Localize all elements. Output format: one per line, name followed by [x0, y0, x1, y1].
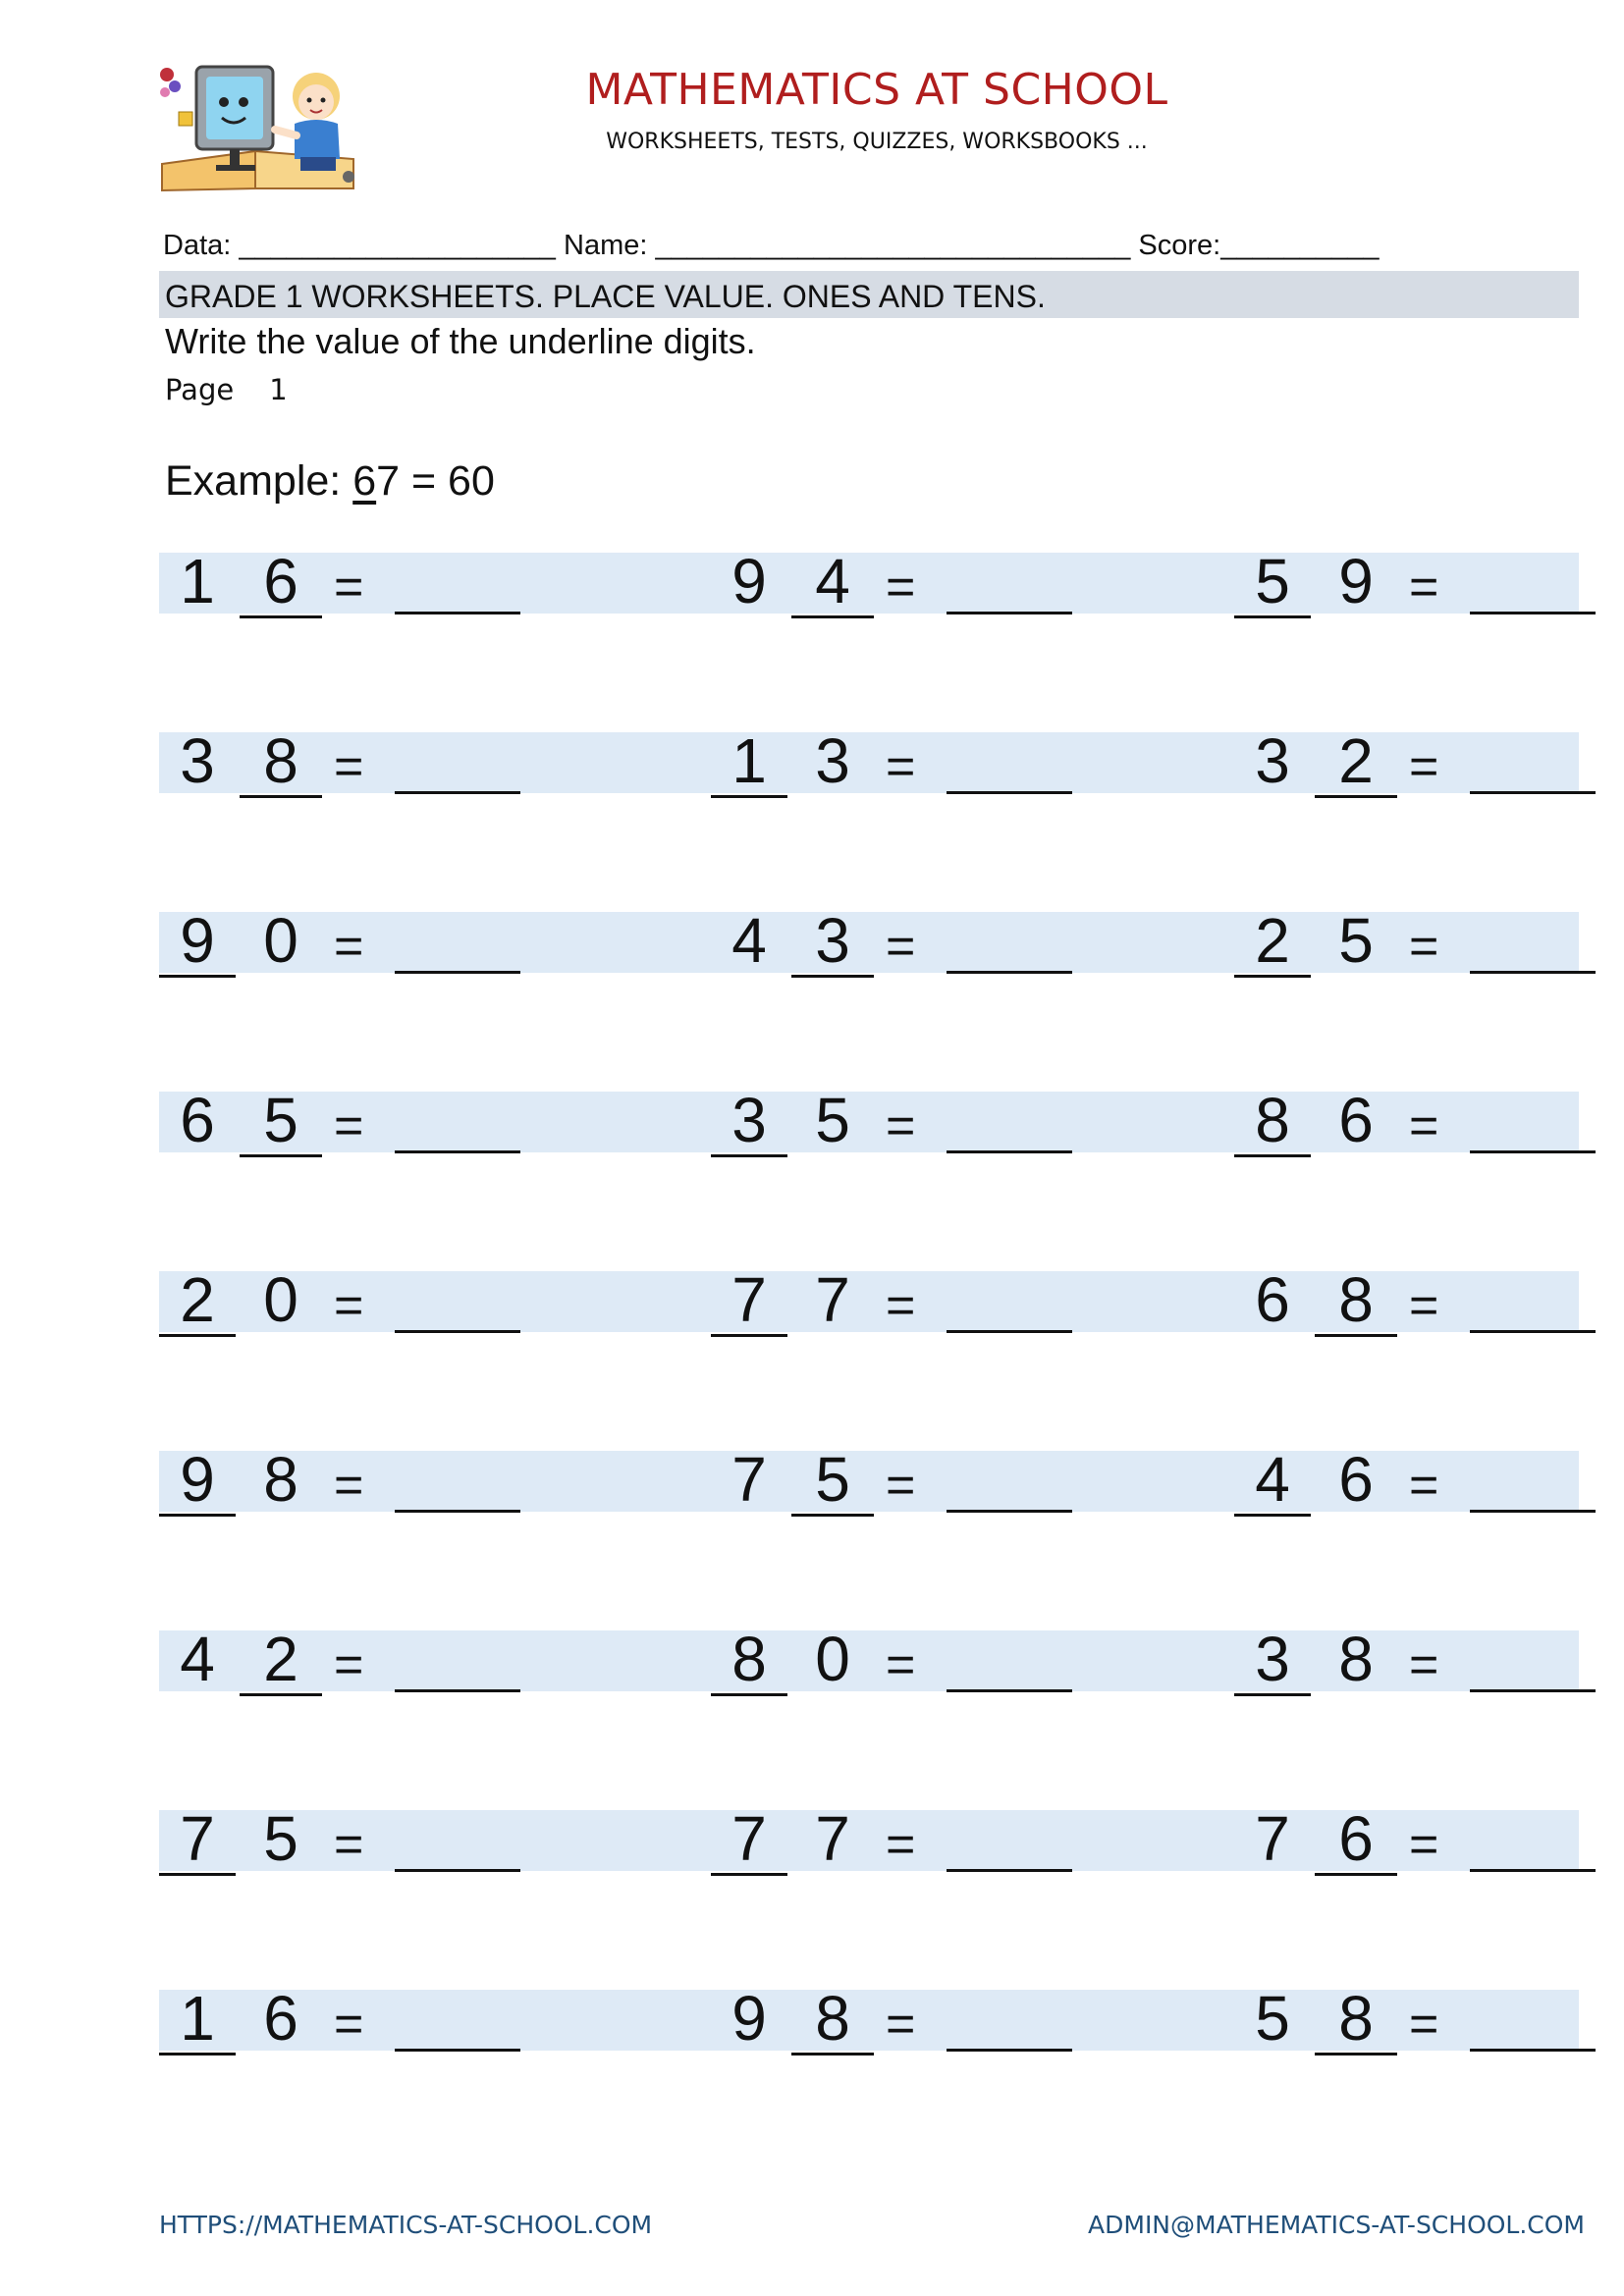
problem-row	[159, 1983, 1579, 2054]
answer-blank[interactable]	[395, 1150, 520, 1153]
footer-website: HTTPS://MATHEMATICS-AT-SCHOOL.COM	[159, 2211, 653, 2239]
ones-digit: 8	[1338, 1624, 1374, 1694]
problem-grid	[159, 546, 1579, 2169]
equals-sign: =	[886, 1636, 916, 1693]
equals-sign: =	[886, 559, 916, 615]
answer-blank[interactable]	[1470, 1150, 1596, 1153]
problem-row	[159, 725, 1579, 796]
equals-sign: =	[1409, 1996, 1439, 2053]
ones-digit: 3	[791, 906, 874, 978]
tens-digit: 3	[180, 725, 215, 796]
answer-blank[interactable]	[947, 1689, 1072, 1692]
tens-digit: 3	[711, 1086, 787, 1157]
tens-digit: 7	[711, 1804, 787, 1876]
answer-blank[interactable]	[947, 791, 1072, 794]
answer-blank[interactable]	[947, 1869, 1072, 1872]
answer-blank[interactable]	[1470, 971, 1596, 974]
answer-blank[interactable]	[395, 1869, 520, 1872]
answer-blank[interactable]	[1470, 612, 1596, 614]
equals-sign: =	[1409, 1636, 1439, 1693]
answer-blank[interactable]	[1470, 2049, 1596, 2052]
tens-digit: 5	[1234, 547, 1311, 618]
tens-digit: 8	[711, 1625, 787, 1696]
example-line	[165, 457, 495, 506]
answer-blank[interactable]	[1470, 791, 1596, 794]
problem-row	[159, 1624, 1579, 1694]
ones-digit: 9	[1338, 546, 1374, 616]
answer-blank[interactable]	[947, 1510, 1072, 1513]
answer-blank[interactable]	[395, 612, 520, 614]
answer-blank[interactable]	[395, 2049, 520, 2052]
brand-subtitle: WORKSHEETS, TESTS, QUIZZES, WORKSBOOKS ...	[606, 130, 1148, 154]
ones-digit: 0	[263, 905, 298, 976]
ones-digit: 6	[1338, 1444, 1374, 1515]
ones-digit: 0	[815, 1624, 850, 1694]
tens-digit: 9	[731, 546, 767, 616]
equals-sign: =	[886, 738, 916, 795]
grade-title-bar	[159, 271, 1579, 318]
equals-sign: =	[886, 1277, 916, 1334]
tens-digit: 7	[731, 1444, 767, 1515]
equals-sign: =	[334, 1636, 364, 1693]
ones-digit: 8	[1315, 1265, 1397, 1337]
ones-digit: 5	[1338, 905, 1374, 976]
ones-digit: 7	[815, 1803, 850, 1874]
tens-digit: 6	[1255, 1264, 1290, 1335]
tens-digit: 7	[1255, 1803, 1290, 1874]
tens-digit: 3	[1234, 1625, 1311, 1696]
problem-row	[159, 905, 1579, 976]
problem-row	[159, 546, 1579, 616]
equals-sign: =	[886, 1816, 916, 1873]
page-number: 1	[269, 373, 288, 406]
equals-sign: =	[1409, 559, 1439, 615]
problem-row	[159, 1264, 1579, 1335]
answer-blank[interactable]	[947, 1330, 1072, 1333]
tens-digit: 7	[159, 1804, 236, 1876]
tens-digit: 6	[180, 1085, 215, 1155]
tens-digit: 5	[1255, 1983, 1290, 2054]
equals-sign: =	[886, 1996, 916, 2053]
tens-digit: 9	[731, 1983, 767, 2054]
answer-blank[interactable]	[947, 612, 1072, 614]
equals-sign: =	[334, 1097, 364, 1154]
instruction-text: Write the value of the underline digits.	[165, 321, 756, 361]
answer-blank[interactable]	[947, 971, 1072, 974]
equals-sign: =	[886, 1097, 916, 1154]
answer-blank[interactable]	[947, 1150, 1072, 1153]
ones-digit: 0	[263, 1264, 298, 1335]
ones-digit: 8	[1315, 1984, 1397, 2056]
ones-digit: 8	[791, 1984, 874, 2056]
tens-digit: 1	[159, 1984, 236, 2056]
equals-sign: =	[334, 1457, 364, 1514]
example-rest: 7 = 60	[376, 457, 495, 505]
ones-digit: 8	[240, 726, 322, 798]
tens-digit: 4	[180, 1624, 215, 1694]
tens-digit: 4	[731, 905, 767, 976]
grade-title: GRADE 1 WORKSHEETS. PLACE VALUE. ONES AND TENS.	[165, 279, 1046, 314]
ones-digit: 2	[240, 1625, 322, 1696]
answer-blank[interactable]	[1470, 1869, 1596, 1872]
equals-sign: =	[1409, 1457, 1439, 1514]
answer-blank[interactable]	[395, 1689, 520, 1692]
tens-digit: 1	[711, 726, 787, 798]
tens-digit: 8	[1234, 1086, 1311, 1157]
equals-sign: =	[1409, 738, 1439, 795]
tens-digit: 7	[711, 1265, 787, 1337]
answer-blank[interactable]	[1470, 1510, 1596, 1513]
equals-sign: =	[334, 1816, 364, 1873]
answer-blank[interactable]	[395, 1510, 520, 1513]
ones-digit: 5	[240, 1086, 322, 1157]
ones-digit: 3	[815, 725, 850, 796]
answer-blank[interactable]	[395, 791, 520, 794]
answer-blank[interactable]	[1470, 1689, 1596, 1692]
footer-email: ADMIN@MATHEMATICS-AT-SCHOOL.COM	[1088, 2211, 1585, 2239]
answer-blank[interactable]	[1470, 1330, 1596, 1333]
ones-digit: 4	[791, 547, 874, 618]
equals-sign: =	[1409, 1097, 1439, 1154]
page-label: Page	[165, 373, 235, 406]
equals-sign: =	[1409, 918, 1439, 975]
example-underlined-digit: 6	[352, 457, 377, 505]
tens-digit: 1	[180, 546, 215, 616]
equals-sign: =	[886, 1457, 916, 1514]
answer-blank[interactable]	[395, 971, 520, 974]
ones-digit: 7	[815, 1264, 850, 1335]
ones-digit: 8	[263, 1444, 298, 1515]
problem-row	[159, 1803, 1579, 1874]
problem-row	[159, 1444, 1579, 1515]
page-indicator	[165, 373, 288, 406]
equals-sign: =	[334, 918, 364, 975]
equals-sign: =	[1409, 1277, 1439, 1334]
tens-digit: 3	[1255, 725, 1290, 796]
equals-sign: =	[334, 1277, 364, 1334]
tens-digit: 4	[1234, 1445, 1311, 1517]
ones-digit: 2	[1315, 726, 1397, 798]
equals-sign: =	[334, 559, 364, 615]
ones-digit: 6	[1315, 1804, 1397, 1876]
ones-digit: 5	[815, 1085, 850, 1155]
ones-digit: 5	[263, 1803, 298, 1874]
tens-digit: 2	[159, 1265, 236, 1337]
equals-sign: =	[886, 918, 916, 975]
tens-digit: 2	[1234, 906, 1311, 978]
tens-digit: 9	[159, 1445, 236, 1517]
ones-digit: 5	[791, 1445, 874, 1517]
student-info-fields: Data: ____________________ Name: ______________________________ Score:__________	[163, 230, 1380, 261]
brand-title: MATHEMATICS AT SCHOOL	[585, 65, 1168, 115]
ones-digit: 6	[263, 1983, 298, 2054]
ones-digit: 6	[240, 547, 322, 618]
problem-row	[159, 1085, 1579, 1155]
equals-sign: =	[334, 1996, 364, 2053]
ones-digit: 6	[1338, 1085, 1374, 1155]
equals-sign: =	[334, 738, 364, 795]
equals-sign: =	[1409, 1816, 1439, 1873]
example-prefix: Example:	[165, 457, 353, 505]
tens-digit: 9	[159, 906, 236, 978]
answer-blank[interactable]	[395, 1330, 520, 1333]
answer-blank[interactable]	[947, 2049, 1072, 2052]
